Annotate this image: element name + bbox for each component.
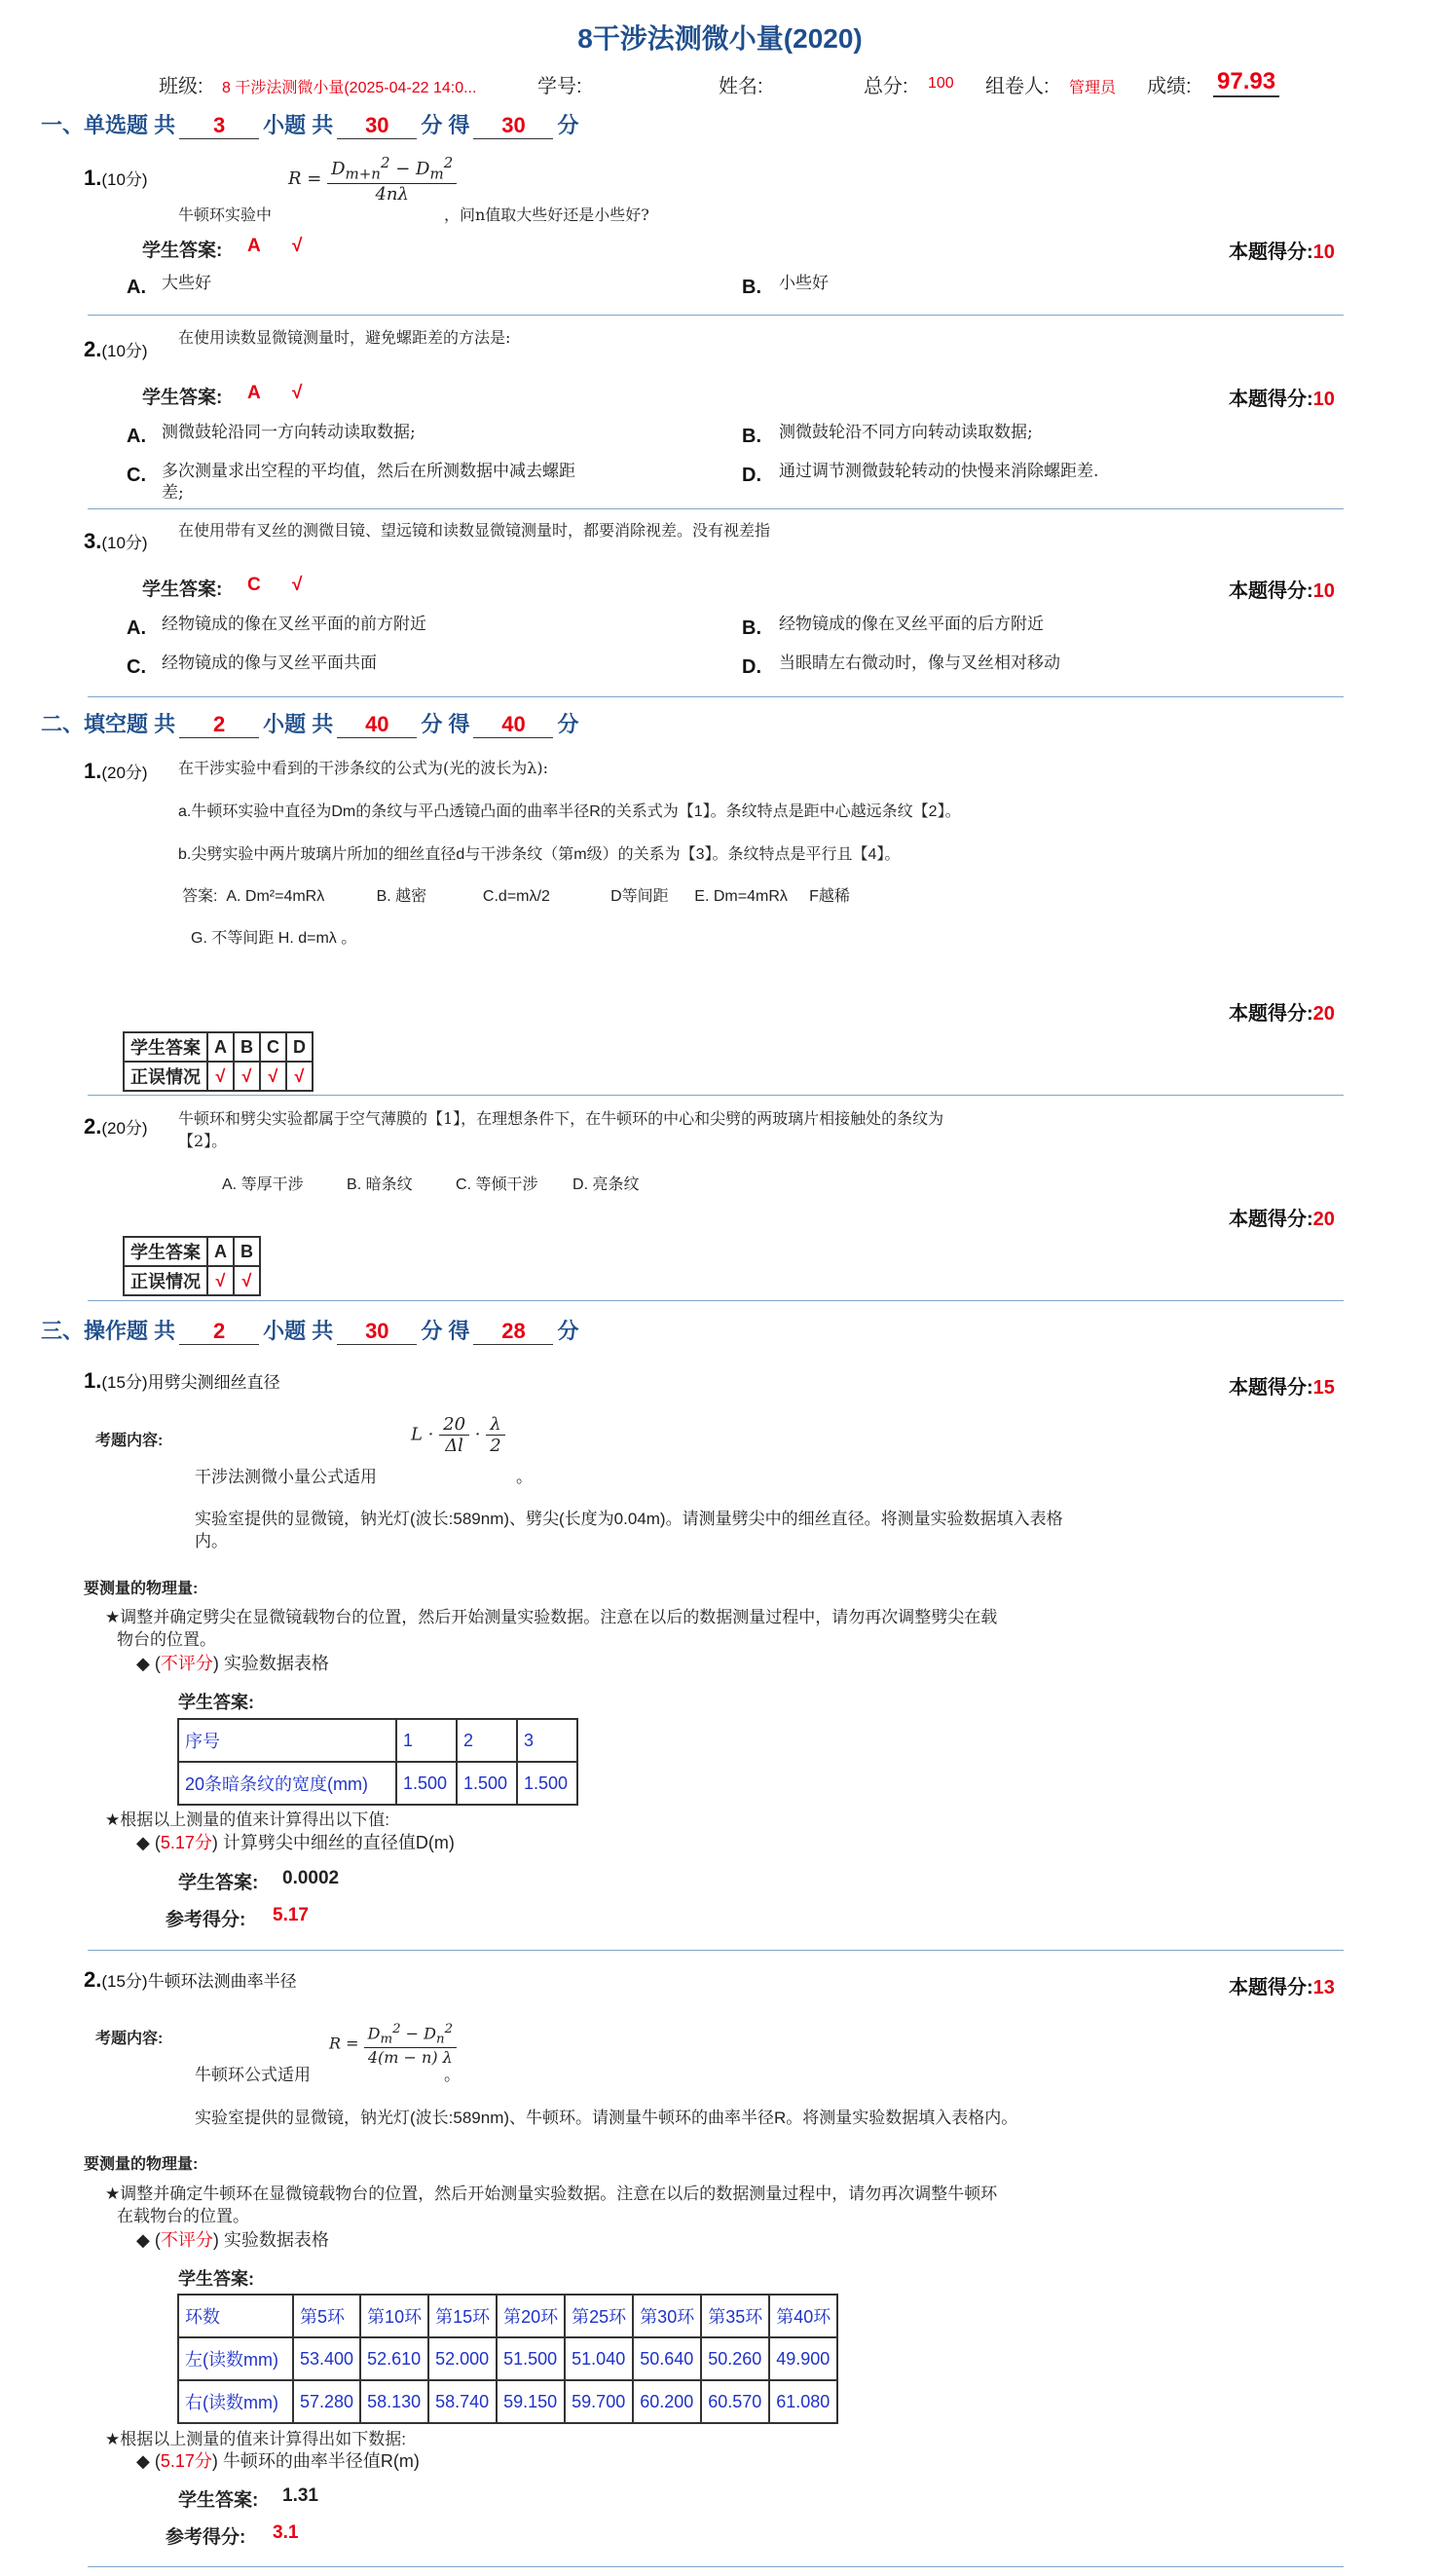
option-b: 经物镜成的像在叉丝平面的后方附近 <box>779 615 1044 634</box>
answer-options-2: G. 不等间距 H. d=mλ 。 <box>191 930 357 947</box>
student-answer-label: 学生答案: <box>178 2269 254 2289</box>
question-text-post: ，问n值取大些好还是小些好? <box>444 205 649 224</box>
option-c: 多次测量求出空程的平均值，然后在所测数据中减去螺距 <box>162 462 575 481</box>
option-b-letter: B. <box>742 617 761 639</box>
formula-wedge: L · $\frac{20}{\Delta l}$ · $\frac{\lambda}{2}$ <box>411 1414 505 1456</box>
exam-content-label: 考题内容: <box>95 2031 164 2047</box>
description: 实验室提供的显微镜，钠光灯(波长:589nm)、牛顿环。请测量牛顿环的曲率半径R。将测量实验数据填入表格内。 <box>195 2109 1018 2127</box>
calc-title: ★根据以上测量的值来计算得出如下数据: <box>105 2430 406 2448</box>
grade-label: 成绩: <box>1147 76 1192 97</box>
section-2-count: 2 <box>179 712 259 738</box>
data-table: 序号 1 2 3 20条暗条纹的宽度(mm) 1.500 1.500 1.500 <box>177 1718 578 1806</box>
divider <box>88 1095 1344 1096</box>
question-text-cont: 【2】。 <box>178 1132 228 1150</box>
student-answer-label: 学生答案: <box>142 388 223 408</box>
step-text-cont: 在载物台的位置。 <box>117 2207 249 2225</box>
section-1-total: 30 <box>337 113 417 139</box>
option-b: 小些好 <box>779 274 829 293</box>
question-text: 在干涉实验中看到的干涉条纹的公式为(光的波长为λ): <box>178 759 549 777</box>
question-number: 3.$^{(10分)}$ <box>84 529 148 553</box>
section-1-title: 一、单选题 共 3 小题 共 30 分 得 30 分 <box>41 113 579 137</box>
student-answer: C <box>247 575 261 595</box>
option-a-letter: A. <box>127 617 146 639</box>
description: 实验室提供的显微镜，钠光灯(波长:589nm)、劈尖(长度为0.04m)。请测量劈尖中的细丝直径。将测量实验数据填入表格 <box>195 1510 1063 1528</box>
table-item: ◆ (不评分) 实验数据表格 <box>136 1654 329 1673</box>
correct-mark: √ <box>292 236 303 256</box>
formula-newton-ring: R = $\frac{D_{m+n}^2 - D_m^2}{4n\lambda}$ <box>288 154 457 205</box>
option-c: 经物镜成的像与叉丝平面共面 <box>162 653 377 673</box>
question-score: 本题得分:10 <box>1229 580 1335 602</box>
class-label: 班级: <box>159 76 203 97</box>
divider <box>88 508 1344 509</box>
section-3-total: 30 <box>337 1319 417 1345</box>
question-number: 2.$^{(10分)}$ <box>84 337 148 361</box>
question-number: 1.$^{(20分)}$ <box>84 759 148 783</box>
section-2-got: 40 <box>473 712 553 738</box>
class-value: 8 干涉法测微小量(2025-04-22 14:0... <box>222 80 477 96</box>
divider <box>88 2566 1344 2567</box>
option-c-letter: C. <box>127 465 146 486</box>
grade-value: 97.93 <box>1213 68 1279 97</box>
author-label: 组卷人: <box>985 76 1050 97</box>
id-label: 学号: <box>537 76 582 97</box>
correct-mark: √ <box>292 575 303 595</box>
answer-options-1: 答案: A. Dm²=4mRλ B. 越密 C.d=mλ/2 D等间距 E. Dm=4mRλ F越稀 <box>182 888 850 905</box>
section-1-count: 3 <box>179 113 259 139</box>
question-line-b: b.尖劈实验中两片玻璃片所加的细丝直径d与干涉条纹（第m级）的关系为【3】。条纹特点是平行且【4】。 <box>178 846 901 863</box>
exam-content-label: 考题内容: <box>95 1433 164 1449</box>
step-text: ★调整并确定牛顿环在显微镜载物台的位置，然后开始测量实验数据。注意在以后的数据测量过程中，请勿再次调整牛顿环 <box>105 2184 998 2203</box>
question-score: 本题得分:10 <box>1229 389 1335 410</box>
option-a-letter: A. <box>127 277 146 298</box>
divider <box>88 696 1344 697</box>
option-a-letter: A. <box>127 426 146 447</box>
option-d-letter: D. <box>742 656 761 678</box>
student-answer-value: 0.0002 <box>282 1868 340 1888</box>
formula-newton-radius: R = $\frac{D_m^2 - D_n^2}{4(m - n) \lambda}$ <box>329 2022 457 2067</box>
measure-title: 要测量的物理量: <box>84 2156 199 2173</box>
option-d: 通过调节测微鼓轮转动的快慢来消除螺距差. <box>779 462 1099 481</box>
ref-score-value: 5.17 <box>273 1905 309 1925</box>
total-value: 100 <box>928 75 954 92</box>
formula-intro: 牛顿环公式适用 <box>195 2066 311 2084</box>
option-c-cont: 差; <box>162 483 184 503</box>
ref-score-label: 参考得分: <box>166 2527 246 2548</box>
question-number: 1.$^{(10分)}$ <box>84 166 148 190</box>
option-b-letter: B. <box>742 426 761 447</box>
student-answer-label: 学生答案: <box>142 241 223 261</box>
name-label: 姓名: <box>719 76 763 97</box>
section-3-got: 28 <box>473 1319 553 1345</box>
question-line-a: a.牛顿环实验中直径为Dm的条纹与平凸透镜凸面的曲率半径R的关系式为【1】。条纹特点是距中心越远条纹【2】。 <box>178 803 961 820</box>
divider <box>88 1950 1344 1951</box>
calc-item: ◆ (5.17分) 计算劈尖中细丝的直径值D(m) <box>136 1833 455 1852</box>
ref-score-value: 3.1 <box>273 2522 299 2543</box>
student-answer: A <box>247 236 261 256</box>
student-answer-label: 学生答案: <box>178 2490 259 2511</box>
table-item: ◆ (不评分) 实验数据表格 <box>136 2230 329 2250</box>
calc-title: ★根据以上测量的值来计算得出以下值: <box>105 1811 389 1829</box>
question-number: 2.$^{(15分)牛顿环法测曲率半径}$ <box>84 1967 297 1992</box>
student-answer: A <box>247 383 261 403</box>
answer-table: 学生答案 A B C D 正误情况 √ √ √ √ <box>123 1031 314 1092</box>
question-number: 2.$^{(20分)}$ <box>84 1114 148 1139</box>
question-text: 牛顿环和劈尖实验都属于空气薄膜的【1】，在理想条件下，在牛顿环的中心和尖劈的两玻璃片相接触处的条纹为 <box>178 1109 944 1128</box>
section-1-got: 30 <box>473 113 553 139</box>
student-answer-value: 1.31 <box>282 2485 318 2506</box>
option-c-letter: C. <box>127 656 146 678</box>
description-cont: 内。 <box>195 1532 228 1550</box>
student-answer-label: 学生答案: <box>178 1693 254 1712</box>
answer-table: 学生答案 A B 正误情况 √ √ <box>123 1236 261 1296</box>
question-score: 本题得分:20 <box>1229 1003 1335 1025</box>
section-2-total: 40 <box>337 712 417 738</box>
option-a: 大些好 <box>162 274 211 293</box>
section-3-title: 三、操作题 共 2 小题 共 30 分 得 28 分 <box>41 1319 579 1343</box>
divider <box>88 1300 1344 1301</box>
formula-period: 。 <box>444 2066 461 2084</box>
question-text: 在使用带有叉丝的测微目镜、望远镜和读数显微镜测量时，都要消除视差。没有视差指 <box>178 521 771 540</box>
answer-options: A. 等厚干涉 B. 暗条纹 C. 等倾干涉 D. 亮条纹 <box>222 1176 640 1193</box>
question-number: 1.$^{(15分)用劈尖测细丝直径}$ <box>84 1368 280 1393</box>
data-table: 环数 第5环 第10环 第15环 第20环 第25环 第30环 第35环 第40环 左(读数mm) 53.400 52.610 52.000 51.500 51.040 50.640 50.260 49.900 右(读数mm) 57.280 58.130 58.740 59.150 59.700 60.200 60.570 61.080 <box>177 2294 838 2424</box>
option-d-letter: D. <box>742 465 761 486</box>
formula-period: 。 <box>516 1468 533 1486</box>
total-label: 总分: <box>864 76 908 97</box>
question-text: 牛顿环实验中 <box>178 205 273 224</box>
step-text: ★调整并确定劈尖在显微镜载物台的位置，然后开始测量实验数据。注意在以后的数据测量过程中，请勿再次调整劈尖在载 <box>105 1608 998 1626</box>
option-a: 经物镜成的像在叉丝平面的前方附近 <box>162 615 426 634</box>
student-answer-label: 学生答案: <box>178 1873 259 1893</box>
step-text-cont: 物台的位置。 <box>117 1630 216 1649</box>
section-3-count: 2 <box>179 1319 259 1345</box>
option-b: 测微鼓轮沿不同方向转动读取数据; <box>779 423 1033 442</box>
page-title: 8干涉法测微小量(2020) <box>577 23 863 54</box>
question-score: 本题得分:20 <box>1229 1209 1335 1230</box>
measure-title: 要测量的物理量: <box>84 1581 199 1597</box>
section-2-title: 二、填空题 共 2 小题 共 40 分 得 40 分 <box>41 712 579 736</box>
question-text: 在使用读数显微镜测量时，避免螺距差的方法是: <box>178 328 511 347</box>
option-d: 当眼睛左右微动时，像与叉丝相对移动 <box>779 653 1060 673</box>
option-a: 测微鼓轮沿同一方向转动读取数据; <box>162 423 416 442</box>
calc-item: ◆ (5.17分) 牛顿环的曲率半径值R(m) <box>136 2451 420 2471</box>
question-score: 本题得分:10 <box>1229 242 1335 263</box>
ref-score-label: 参考得分: <box>166 1910 246 1930</box>
question-score: 本题得分:15 <box>1229 1377 1335 1399</box>
question-score: 本题得分:13 <box>1229 1977 1335 1998</box>
divider <box>88 315 1344 316</box>
author-value: 管理员 <box>1069 80 1117 96</box>
correct-mark: √ <box>292 383 303 403</box>
student-answer-label: 学生答案: <box>142 579 223 600</box>
formula-intro: 干涉法测微小量公式适用 <box>195 1468 377 1486</box>
option-b-letter: B. <box>742 277 761 298</box>
